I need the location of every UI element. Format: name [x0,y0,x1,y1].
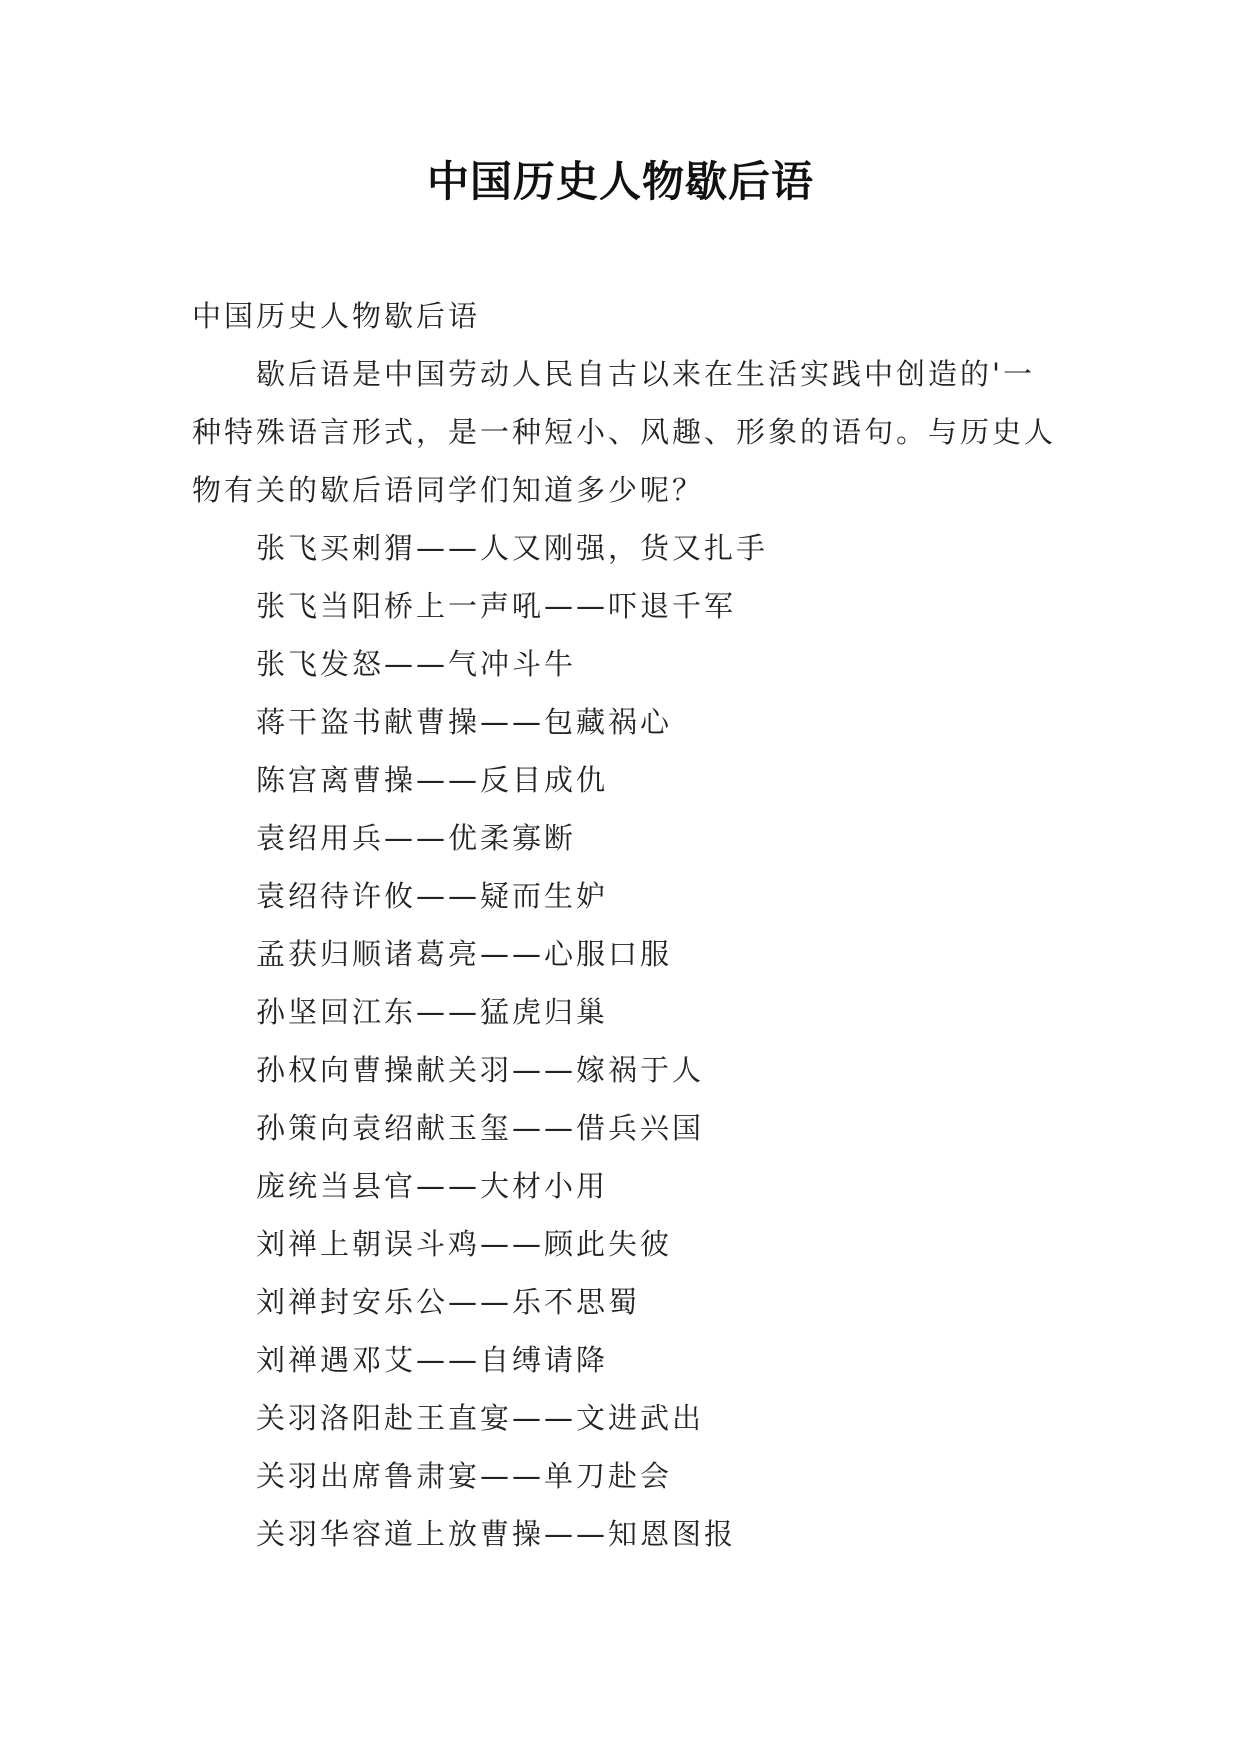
saying-item: 关羽洛阳赴王直宴——文进武出 [256,1401,705,1435]
saying-item: 刘禅上朝误斗鸡——顾此失彼 [256,1227,673,1261]
saying-item: 孙坚回江东——猛虎归巢 [256,995,609,1029]
saying-item: 张飞当阳桥上一声吼——吓退千军 [256,589,737,623]
saying-item: 刘禅封安乐公——乐不思蜀 [256,1285,641,1319]
saying-item: 张飞发怒——气冲斗牛 [256,647,577,681]
saying-list [192,519,1062,1563]
saying-item: 陈宫离曹操——反目成仇 [256,763,609,797]
intro-paragraph: 歇后语是中国劳动人民自古以来在生活实践中创造的'一种特殊语言形式，是一种短小、风趣、形象的语句。与历史人物有关的歇后语同学们知道多少呢？ [192,357,1057,507]
saying-item: 刘禅遇邓艾——自缚请降 [256,1343,609,1377]
subheading: 中国历史人物歇后语 [192,299,481,333]
saying-item: 孟获归顺诸葛亮——心服口服 [256,937,673,971]
saying-item: 张飞买刺猬——人又刚强，货又扎手 [256,531,769,565]
document-body [192,287,1062,1563]
document-title: 中国历史人物歇后语 [426,157,814,206]
saying-item: 孙策向袁绍献玉玺——借兵兴国 [256,1111,705,1145]
saying-item: 关羽出席鲁肃宴——单刀赴会 [256,1459,673,1493]
saying-item: 袁绍待许攸——疑而生妒 [256,879,609,913]
saying-item: 蒋干盗书献曹操——包藏祸心 [256,705,673,739]
saying-item: 关羽华容道上放曹操——知恩图报 [256,1517,737,1551]
saying-item: 庞统当县官——大材小用 [256,1169,609,1203]
saying-item: 袁绍用兵——优柔寡断 [256,821,577,855]
saying-item: 孙权向曹操献关羽——嫁祸于人 [256,1053,705,1087]
